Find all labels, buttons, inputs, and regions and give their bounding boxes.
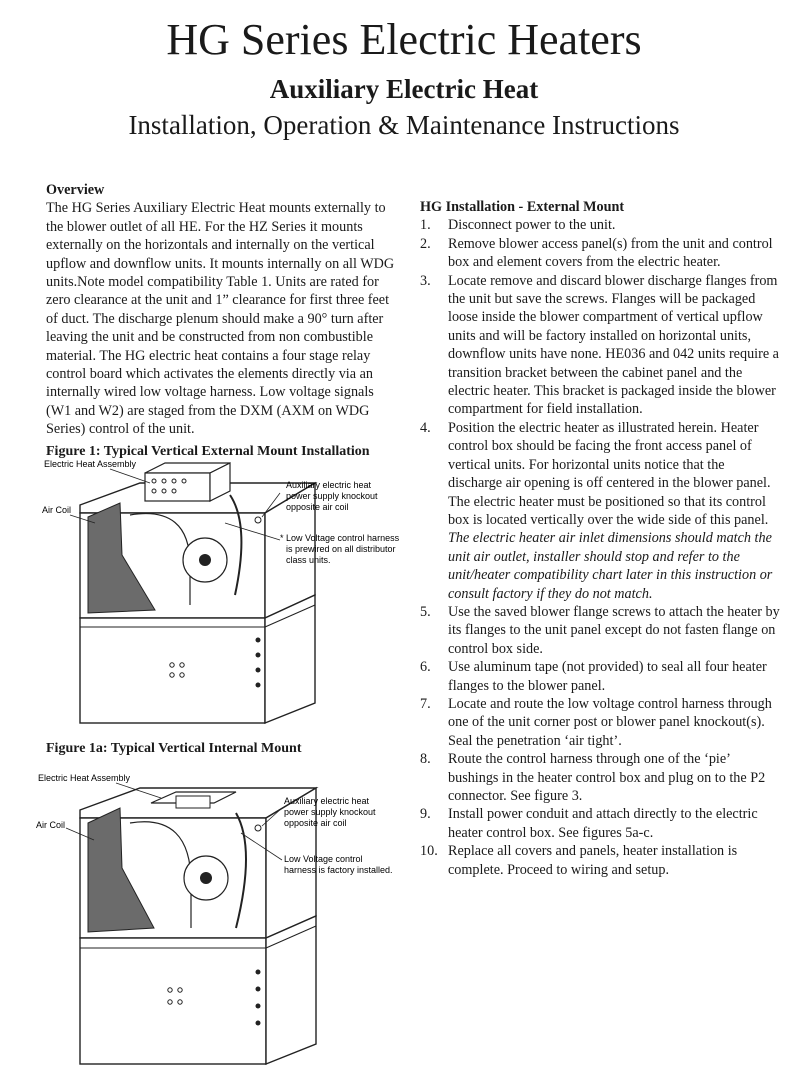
figure1-label-lv-3: class units. <box>286 555 331 565</box>
list-item <box>420 603 782 658</box>
overview-text: The HG Series Auxiliary Electric Heat mounts externally to the blower outlet of all HE. For the HZ Series it mounts externally on the horizontals and internally on the vertical upflow and downflow units. It mounts internally on all WDG units.Note model compatibility Table 1. Units are rated for zero clearance at the unit and 1” clearance for first three feet of duct. The discharge plenum should make a 90° turn after leaving the unit and be constructed from non combustible material. The HG electric heat contains a four stage relay control board which activates the elements directly via an internally wired low voltage harness. Low voltage signals (W1 and W2) are staged from the DXM (AXM on WDG Series) control of the unit. <box>46 200 395 438</box>
list-item <box>420 805 782 842</box>
step-note: The electric heater air inlet dimensions should match the unit air outlet, installer should stop and refer to the unit/heater compatibility chart later in this instruction or consult factory if they do not match. <box>448 530 773 602</box>
step-number: 5. <box>420 603 431 620</box>
list-item <box>420 658 782 695</box>
step-number: 4. <box>420 419 431 436</box>
figure1a-label-aircoil: Air Coil <box>36 820 66 830</box>
left-column <box>46 181 396 461</box>
list-item <box>420 750 782 805</box>
step-text: Use the saved blower flange screws to attach the heater by its flanges to the unit panel except do not fasten flange on control box side. <box>448 603 780 657</box>
list-item <box>420 695 782 750</box>
page-subtitle: Auxiliary Electric Heat <box>269 74 539 104</box>
figure1a-caption: Figure 1a: Typical Vertical Internal Mount <box>46 741 302 756</box>
step-text: Remove blower access panel(s) from the unit and control box and element covers from the electric heater. <box>448 235 773 271</box>
figure1a-label-supply-2: power supply knockout <box>284 807 376 817</box>
step-text: Disconnect power to the unit. <box>448 217 616 234</box>
step-text: Locate remove and discard blower discharge flanges from the unit but save the screws. Flanges will be packaged loose inside the blower compartment of vertical upflow units and will be factory installed on horizontal units, downflow units have none. HE036 and 042 units require a transition bracket between the cabinet panel and the electric heater. This bracket is packaged inside the blower compartment for field installation. <box>448 272 779 418</box>
list-item <box>420 216 782 234</box>
installation-heading: HG Installation - External Mount <box>420 199 625 215</box>
figure1-label-assembly: Electric Heat Assembly <box>44 459 137 469</box>
figure1a-label-supply-1: Auxiliary electric heat <box>284 796 370 806</box>
overview-heading: Overview <box>46 182 105 198</box>
step-number: 8. <box>420 751 431 768</box>
installation-steps <box>420 216 782 879</box>
figure1-label-lv-2: is prewired on all distributor <box>286 544 396 554</box>
step-number: 10. <box>420 843 438 860</box>
step-text: Route the control harness through one of the ‘pie’ bushings in the heater control box and plug on to the P2 connector. See figure 3. <box>448 751 766 804</box>
figure1a-label-lv-1: Low Voltage control <box>284 854 363 864</box>
figure1-label-supply-1: Auxiliary electric heat <box>286 480 372 490</box>
figure1-label-aircoil: Air Coil <box>42 505 72 515</box>
step-number: 6. <box>420 659 431 676</box>
list-item <box>420 235 782 272</box>
page-subtitle-instructions: Installation, Operation & Maintenance Instructions <box>128 110 680 140</box>
step-number: 3. <box>420 272 431 289</box>
step-text: Position the electric heater as illustrated herein. Heater control box should be facing the front access panel of vertical units. For horizontal units notice that the discharge air opening is off centered in the blower panel. The electric heater must be positioned so that its control box is located vertically over the wide side of this panel. <box>448 419 771 528</box>
step-text: Locate and route the low voltage control harness through one of the unit corner post or blower panel knockout(s). Seal the penetration ‘air tight’. <box>448 695 772 749</box>
step-number: 1. <box>420 217 431 234</box>
step-text: Replace all covers and panels, heater installation is complete. Proceed to wiring and setup. <box>448 843 738 878</box>
step-number: 2. <box>420 235 431 252</box>
right-column <box>420 198 782 879</box>
list-item <box>420 272 782 419</box>
figure1-caption: Figure 1: Typical Vertical External Mount Installation <box>46 443 370 459</box>
step-text: Use aluminum tape (not provided) to seal all four heater flanges to the blower panel. <box>448 659 767 694</box>
figure1a-label-supply-3: opposite air coil <box>284 818 347 828</box>
list-item <box>420 842 782 879</box>
figure1-label-supply-2: power supply knockout <box>286 491 378 501</box>
figure1-label-supply-3: opposite air coil <box>286 502 349 512</box>
step-text: Install power conduit and attach directly to the electric heater control box. See figures 5a-c. <box>448 806 758 841</box>
step-number: 9. <box>420 806 431 823</box>
page-title: HG Series Electric Heaters <box>166 15 642 64</box>
step-number: 7. <box>420 695 431 712</box>
figure1a-label-assembly: Electric Heat Assembly <box>38 773 131 783</box>
figure1a-diagram <box>36 768 406 1068</box>
list-item <box>420 419 782 603</box>
figure1a-label-lv-2: harness is factory installed. <box>284 865 393 875</box>
figure1-label-lv-1: * Low Voltage control harness <box>280 533 400 543</box>
figure1-diagram <box>40 455 410 730</box>
